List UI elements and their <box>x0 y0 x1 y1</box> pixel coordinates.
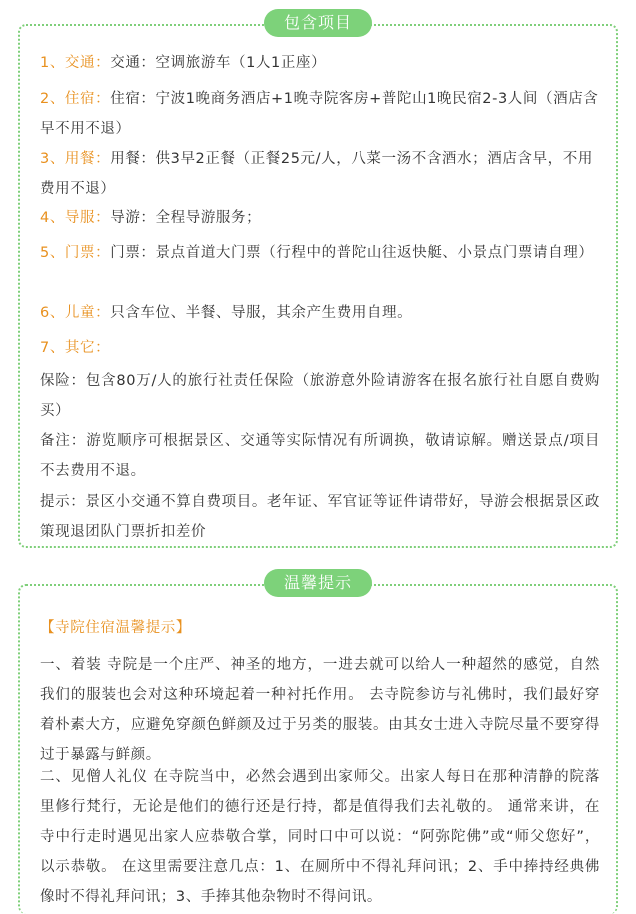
item-guide <box>40 203 600 233</box>
item-label: 3、用餐： <box>40 151 111 167</box>
temple-stay-tips-title: 【寺院住宿温馨提示】 <box>40 620 191 636</box>
item-other <box>40 333 600 363</box>
item-label: 6、儿童： <box>40 305 111 321</box>
item-text: 住宿：宁波1晚商务酒店+1晚寺院客房+普陀山1晚民宿2-3人间（酒店含早不用不退） <box>40 91 599 137</box>
tip-monk-etiquette: 二、见僧人礼仪 在寺院当中，必然会遇到出家师父。出家人每日在那种清静的院落里修行梵行，无论是他们的德行还是行持，都是值得我们去礼敬的。 通常来讲，在寺中行走时遇见出家人应恭敬合掌，同时口中可以说：“阿弥陀佛”或“师父您好”，以示恭敬。 在这里需要注意几点：1、在厕所中不得礼拜问讯；2、手中捧持经典佛像时不得礼拜问讯；3、手捧其他杂物时不得问讯。 <box>40 769 600 905</box>
note-tips: 提示：景区小交通不算自费项目。老年证、军官证等证件请带好，导游会根据景区政策现退团队门票折扣差价 <box>40 494 600 540</box>
item-text: 导游：全程导游服务； <box>110 210 262 226</box>
item-text: 只含车位、半餐、导服，其余产生费用自理。 <box>110 305 413 321</box>
included-items-heading: 包含项目 <box>264 9 372 37</box>
note-remarks: 备注：游览顺序可根据景区、交通等实际情况有所调换，敬请谅解。赠送景点/项目不去费用不退。 <box>40 433 600 479</box>
item-text: 用餐：供3早2正餐（正餐25元/人，八菜一汤不含酒水；酒店含早，不用费用不退） <box>40 151 593 197</box>
item-meals <box>40 144 600 204</box>
item-text: 门票：景点首道大门票（行程中的普陀山往返快艇、小景点门票请自理） <box>110 245 594 261</box>
tips-heading: 温馨提示 <box>264 569 372 597</box>
item-label: 5、门票： <box>40 245 111 261</box>
item-accommodation <box>40 84 600 144</box>
item-label: 4、导服： <box>40 210 111 226</box>
item-label: 7、其它： <box>40 340 111 356</box>
item-label: 2、住宿： <box>40 91 111 107</box>
item-text: 交通：空调旅游车（1人1正座） <box>110 55 327 71</box>
item-children <box>40 298 600 328</box>
item-tickets <box>40 238 600 268</box>
item-transport <box>40 48 600 78</box>
note-insurance: 保险：包含80万/人的旅行社责任保险（旅游意外险请游客在报名旅行社自愿自费购买） <box>40 373 600 419</box>
item-label: 1、交通： <box>40 55 111 71</box>
tip-dress-code: 一、着装 寺院是一个庄严、神圣的地方，一进去就可以给人一种超然的感觉，自然我们的服装也会对这种环境起着一种衬托作用。 去寺院参访与礼佛时，我们最好穿着朴素大方，应避免穿颜色鲜颜及过于另类的服装。由其女士进入寺院尽量不要穿得过于暴露与鲜颜。 <box>40 657 600 763</box>
